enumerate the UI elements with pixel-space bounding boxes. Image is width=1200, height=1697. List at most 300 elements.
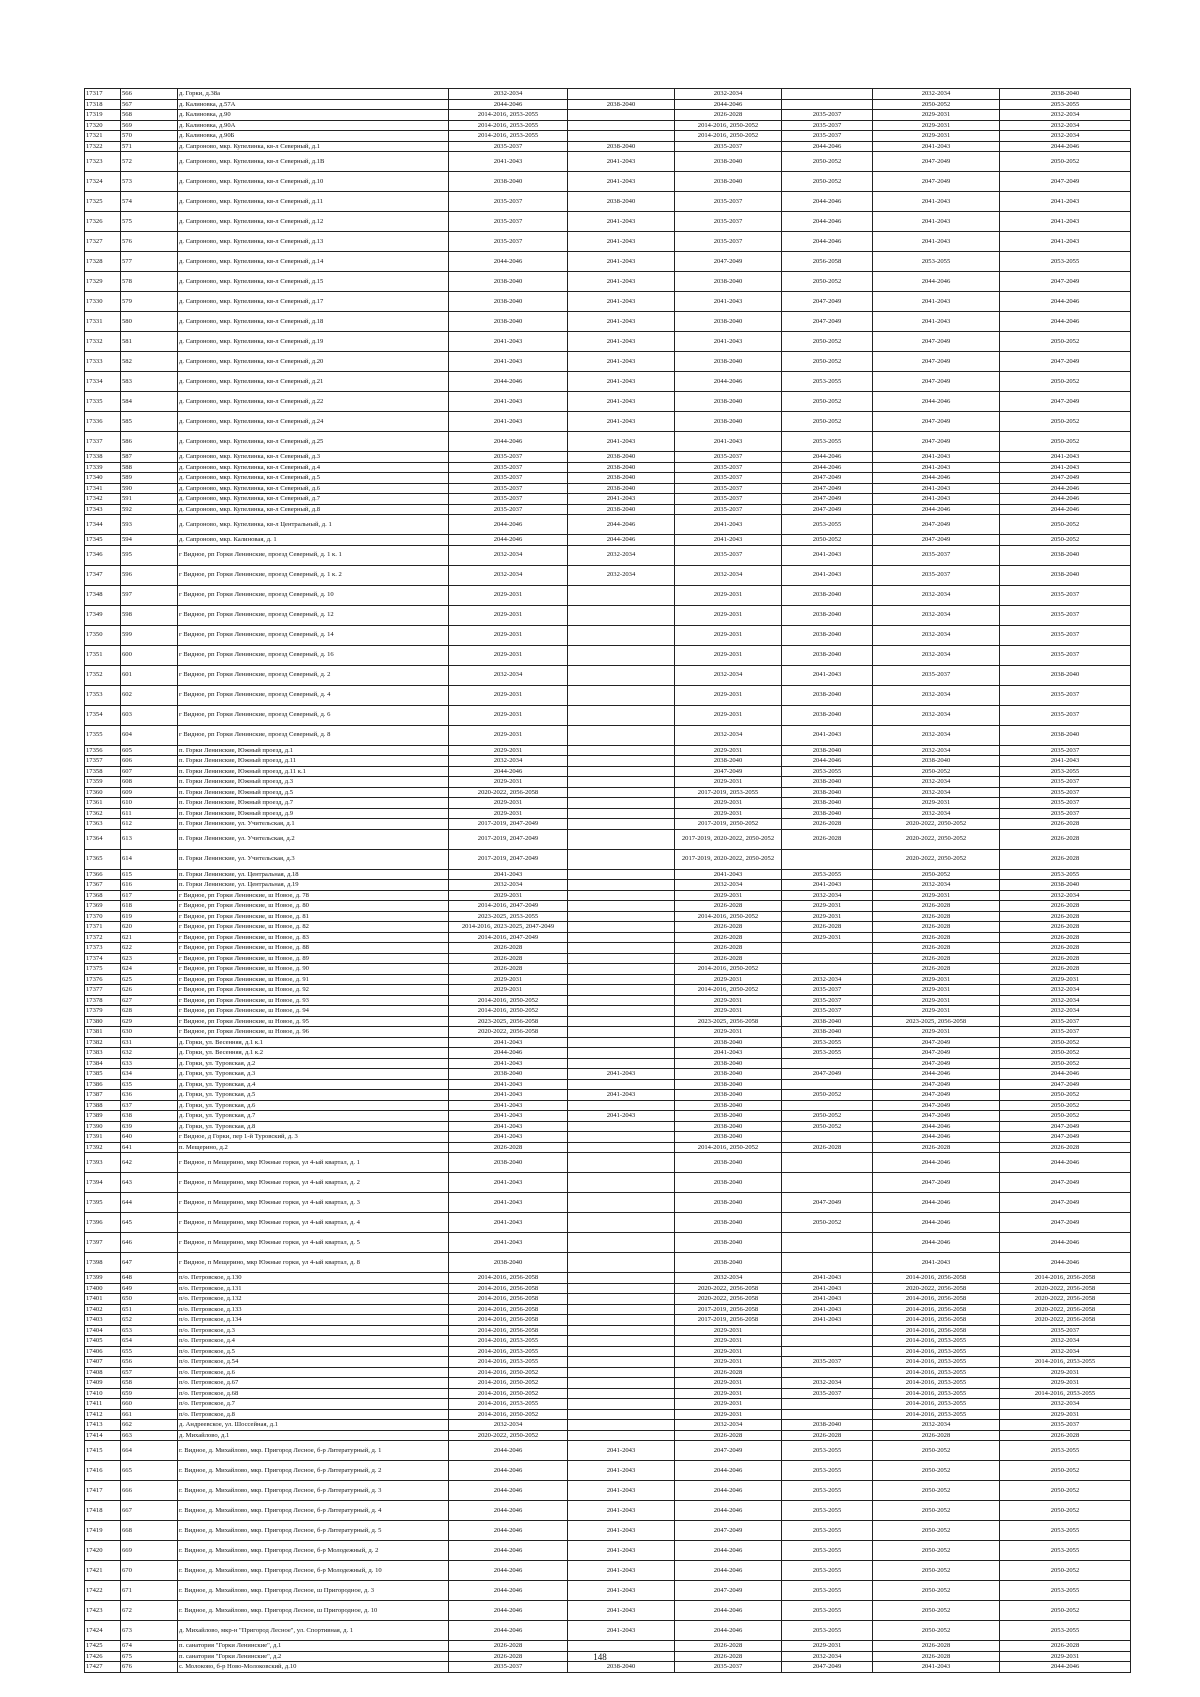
table-cell: 2035-2037 — [782, 110, 873, 121]
table-cell: 17381 — [85, 1027, 121, 1038]
table-cell: д. Калиновка, д.90А — [178, 120, 449, 131]
table-row — [85, 131, 1131, 142]
table-cell: 2035-2037 — [782, 120, 873, 131]
table-cell — [568, 585, 675, 605]
table-row — [85, 932, 1131, 943]
table-cell: 2035-2037 — [1000, 1027, 1131, 1038]
table-cell: д. Сапроново, мкр. Купелинка, кв-л Северный, д.15 — [178, 272, 449, 292]
table-cell: 2038-2040 — [1000, 880, 1131, 891]
table-cell: 17365 — [85, 849, 121, 869]
table-cell — [568, 1641, 675, 1652]
table-row — [85, 89, 1131, 100]
table-row — [85, 483, 1131, 494]
table-cell: 2038-2040 — [675, 1193, 782, 1213]
table-row — [85, 1601, 1131, 1621]
table-cell: г Видное, рп Горки Ленинские, проезд Северный, д. 12 — [178, 605, 449, 625]
table-cell: г Видное, рп Горки Ленинские, проезд Северный, д. 6 — [178, 705, 449, 725]
table-cell: 2029-2031 — [675, 1336, 782, 1347]
table-cell: 17391 — [85, 1132, 121, 1143]
table-cell: 2044-2046 — [782, 232, 873, 252]
table-cell: 2041-2043 — [568, 1521, 675, 1541]
table-cell: 2047-2049 — [782, 1069, 873, 1080]
table-cell: 2029-2031 — [782, 901, 873, 912]
table-cell: с. Молоково, б-р Ново-Молоковский, д.10 — [178, 1662, 449, 1673]
table-cell: 634 — [121, 1069, 178, 1080]
table-cell: 2035-2037 — [449, 462, 568, 473]
table-cell: 2050-2052 — [1000, 1058, 1131, 1069]
table-cell: 17333 — [85, 352, 121, 372]
table-cell — [568, 1121, 675, 1132]
table-cell: 2044-2046 — [449, 766, 568, 777]
table-cell: 2038-2040 — [449, 272, 568, 292]
table-cell: 2053-2055 — [782, 515, 873, 535]
table-cell — [568, 1153, 675, 1173]
table-cell: 579 — [121, 292, 178, 312]
table-cell: 2014-2016, 2053-2055 — [873, 1388, 1000, 1399]
table-cell: 2029-2031 — [873, 1006, 1000, 1017]
table-cell — [568, 685, 675, 705]
table-row — [85, 1048, 1131, 1059]
table-cell: 2047-2049 — [782, 473, 873, 484]
table-cell: 2017-2019, 2056-2058 — [675, 1315, 782, 1326]
table-row — [85, 1481, 1131, 1501]
table-cell: п. Горки Ленинские, Южный проезд, д.1 — [178, 745, 449, 756]
table-cell: 664 — [121, 1441, 178, 1461]
table-row — [85, 1037, 1131, 1048]
table-cell: 614 — [121, 849, 178, 869]
table-row — [85, 705, 1131, 725]
table-cell: 2050-2052 — [873, 1441, 1000, 1461]
table-cell: 2029-2031 — [675, 808, 782, 819]
table-cell: 2041-2043 — [782, 1315, 873, 1326]
table-cell: 17349 — [85, 605, 121, 625]
table-cell: 2044-2046 — [1000, 1069, 1131, 1080]
table-cell: 2035-2037 — [449, 232, 568, 252]
table-cell — [782, 1058, 873, 1069]
table-cell: 2017-2019, 2020-2022, 2050-2052 — [675, 829, 782, 849]
table-cell: 2029-2031 — [675, 1409, 782, 1420]
table-cell: 637 — [121, 1100, 178, 1111]
table-cell: 2041-2043 — [782, 1283, 873, 1294]
table-cell: д. Горки, ул. Весенняя, д.1 к.2 — [178, 1048, 449, 1059]
table-cell: 17366 — [85, 869, 121, 880]
table-cell: 2044-2046 — [675, 372, 782, 392]
table-cell: д. Калиновка, д.57А — [178, 99, 449, 110]
table-cell: п. Горки Ленинские, ул. Учительская, д.3 — [178, 849, 449, 869]
table-cell: 2038-2040 — [675, 152, 782, 172]
table-cell: 2032-2034 — [675, 665, 782, 685]
table-cell — [568, 1193, 675, 1213]
table-cell: 2050-2052 — [1000, 412, 1131, 432]
table-cell: 2044-2046 — [873, 1121, 1000, 1132]
table-cell: 662 — [121, 1420, 178, 1431]
table-cell: 2041-2043 — [449, 392, 568, 412]
table-cell: 2047-2049 — [1000, 1132, 1131, 1143]
table-cell: 675 — [121, 1651, 178, 1662]
table-cell: 2026-2028 — [1000, 1641, 1131, 1652]
table-cell: 17359 — [85, 777, 121, 788]
table-cell: 2038-2040 — [782, 705, 873, 725]
table-cell: 17361 — [85, 798, 121, 809]
table-cell: 2041-2043 — [568, 1441, 675, 1461]
table-cell: 2014-2016, 2050-2052 — [675, 1142, 782, 1153]
table-cell: 2020-2022, 2056-2058 — [675, 1283, 782, 1294]
table-cell: 2029-2031 — [675, 745, 782, 756]
table-cell: 2032-2034 — [568, 565, 675, 585]
table-cell: 2041-2043 — [675, 332, 782, 352]
table-cell — [568, 943, 675, 954]
table-cell: 2041-2043 — [449, 1213, 568, 1233]
table-cell: 2041-2043 — [675, 432, 782, 452]
table-cell: 632 — [121, 1048, 178, 1059]
table-cell: г Видное, рп Горки Ленинские, ш Новое, д. 90 — [178, 964, 449, 975]
table-cell: 2029-2031 — [782, 932, 873, 943]
table-cell: 2053-2055 — [782, 1501, 873, 1521]
table-cell: п/о. Петровское, д.54 — [178, 1357, 449, 1368]
table-cell: 2050-2052 — [782, 1121, 873, 1132]
table-cell: 17404 — [85, 1325, 121, 1336]
table-cell: 17355 — [85, 725, 121, 745]
table-cell: 2053-2055 — [1000, 1581, 1131, 1601]
table-cell: 2044-2046 — [449, 1048, 568, 1059]
table-cell: 2032-2034 — [873, 585, 1000, 605]
table-cell: 17318 — [85, 99, 121, 110]
table-row — [85, 1561, 1131, 1581]
table-cell: 590 — [121, 483, 178, 494]
table-row — [85, 312, 1131, 332]
table-cell: 2038-2040 — [449, 1069, 568, 1080]
table-row — [85, 625, 1131, 645]
table-cell: 2053-2055 — [782, 1461, 873, 1481]
table-cell: д. Сапроново, мкр. Купелинка, кв-л Северный, д.20 — [178, 352, 449, 372]
table-cell: 2014-2016, 2056-2058 — [449, 1315, 568, 1326]
table-cell: 2038-2040 — [782, 1027, 873, 1038]
table-cell: г Видное, рп Горки Ленинские, ш Новое, д. 92 — [178, 985, 449, 996]
table-cell: 2038-2040 — [1000, 89, 1131, 100]
table-cell: 2050-2052 — [1000, 1461, 1131, 1481]
table-cell: 674 — [121, 1641, 178, 1652]
table-cell: 2041-2043 — [873, 312, 1000, 332]
table-cell: д. Сапроново, мкр. Купелинка, кв-л Северный, д.4 — [178, 462, 449, 473]
table-cell: 2026-2028 — [1000, 922, 1131, 933]
table-cell: 17354 — [85, 705, 121, 725]
table-cell: 647 — [121, 1253, 178, 1273]
table-cell: 2044-2046 — [449, 1441, 568, 1461]
table-cell: 2035-2037 — [1000, 745, 1131, 756]
table-cell: 2014-2016, 2050-2052 — [449, 1367, 568, 1378]
table-cell: д. Сапроново, мкр. Купелинка, кв-л Северный, д.7 — [178, 494, 449, 505]
table-cell: 660 — [121, 1399, 178, 1410]
table-cell: 2050-2052 — [782, 152, 873, 172]
table-cell: 2041-2043 — [568, 332, 675, 352]
table-cell: 2026-2028 — [675, 901, 782, 912]
table-cell: 2041-2043 — [1000, 232, 1131, 252]
table-cell: 17410 — [85, 1388, 121, 1399]
table-cell: 17411 — [85, 1399, 121, 1410]
table-cell: 2035-2037 — [1000, 1016, 1131, 1027]
table-cell: 2035-2037 — [675, 494, 782, 505]
table-cell: 2044-2046 — [449, 1621, 568, 1641]
table-cell: 2041-2043 — [1000, 452, 1131, 463]
table-cell: 2038-2040 — [449, 1253, 568, 1273]
table-cell: 2038-2040 — [675, 1100, 782, 1111]
table-cell: 2035-2037 — [1000, 1420, 1131, 1431]
table-cell: 2044-2046 — [449, 1461, 568, 1481]
table-cell: 2035-2037 — [675, 462, 782, 473]
table-cell: 2047-2049 — [675, 1581, 782, 1601]
table-cell: 2029-2031 — [449, 705, 568, 725]
table-cell: 2026-2028 — [873, 953, 1000, 964]
table-cell — [568, 901, 675, 912]
table-row — [85, 725, 1131, 745]
table-cell: 571 — [121, 141, 178, 152]
table-cell: 17358 — [85, 766, 121, 777]
table-row — [85, 352, 1131, 372]
table-cell: 2044-2046 — [873, 272, 1000, 292]
table-cell: 2047-2049 — [675, 252, 782, 272]
table-cell: п/о. Петровское, д.5 — [178, 1346, 449, 1357]
table-cell: 2035-2037 — [675, 504, 782, 515]
table-cell: 2041-2043 — [873, 1662, 1000, 1673]
table-cell: г. Видное, д. Михайлово, мкр. Пригород Лесное, ш Пригородное, д. 10 — [178, 1601, 449, 1621]
table-cell: 2035-2037 — [675, 192, 782, 212]
table-cell: 2014-2016, 2050-2052 — [449, 1378, 568, 1389]
table-cell: 648 — [121, 1273, 178, 1284]
table-cell: 2035-2037 — [449, 212, 568, 232]
table-cell: 665 — [121, 1461, 178, 1481]
table-cell: 17344 — [85, 515, 121, 535]
table-cell: 600 — [121, 645, 178, 665]
table-cell: 578 — [121, 272, 178, 292]
table-cell: 2014-2016, 2053-2055 — [873, 1378, 1000, 1389]
table-cell: 2029-2031 — [675, 705, 782, 725]
table-cell: 2050-2052 — [873, 1521, 1000, 1541]
table-cell: 2044-2046 — [1000, 483, 1131, 494]
table-cell: 2029-2031 — [873, 974, 1000, 985]
table-cell: 2041-2043 — [568, 212, 675, 232]
table-cell: 17363 — [85, 819, 121, 830]
table-cell: 2032-2034 — [1000, 890, 1131, 901]
table-cell: 659 — [121, 1388, 178, 1399]
table-cell: д. Сапроново, мкр. Калиновая, д. 1 — [178, 535, 449, 546]
table-cell: 606 — [121, 756, 178, 767]
table-cell: 2014-2016, 2053-2055 — [449, 1346, 568, 1357]
table-cell: г Видное, рп Горки Ленинские, проезд Северный, д. 14 — [178, 625, 449, 645]
table-cell: 2017-2019, 2020-2022, 2050-2052 — [675, 849, 782, 869]
table-cell: 17372 — [85, 932, 121, 943]
table-cell: 2044-2046 — [449, 99, 568, 110]
table-cell: 2044-2046 — [675, 1541, 782, 1561]
table-cell: 2032-2034 — [675, 565, 782, 585]
table-cell: 2038-2040 — [782, 798, 873, 809]
table-row — [85, 787, 1131, 798]
table-cell: 2038-2040 — [782, 645, 873, 665]
table-cell: 2050-2052 — [1000, 515, 1131, 535]
table-cell: 630 — [121, 1027, 178, 1038]
table-cell: 17364 — [85, 829, 121, 849]
table-cell: 2029-2031 — [449, 777, 568, 788]
table-cell: 2029-2031 — [873, 131, 1000, 142]
table-cell: 598 — [121, 605, 178, 625]
table-cell: 2032-2034 — [873, 787, 1000, 798]
table-cell: 2029-2031 — [675, 1027, 782, 1038]
table-cell — [782, 1346, 873, 1357]
table-cell: 17350 — [85, 625, 121, 645]
table-cell: 671 — [121, 1581, 178, 1601]
table-cell: 2041-2043 — [873, 452, 1000, 463]
table-cell: 2032-2034 — [675, 89, 782, 100]
table-row — [85, 911, 1131, 922]
table-cell: 2032-2034 — [675, 880, 782, 891]
table-cell: 2041-2043 — [568, 372, 675, 392]
table-row — [85, 1420, 1131, 1431]
table-cell — [568, 798, 675, 809]
table-row — [85, 1058, 1131, 1069]
table-cell: 568 — [121, 110, 178, 121]
table-cell: 2047-2049 — [1000, 1079, 1131, 1090]
table-cell: 668 — [121, 1521, 178, 1541]
table-cell: г Видное, рп Горки Ленинские, проезд Северный, д. 1 к. 2 — [178, 565, 449, 585]
table-cell: 2041-2043 — [568, 1481, 675, 1501]
table-cell: 2023-2025, 2056-2058 — [675, 1016, 782, 1027]
table-cell: 2038-2040 — [568, 99, 675, 110]
table-cell: 2035-2037 — [449, 483, 568, 494]
table-cell: 2038-2040 — [1000, 545, 1131, 565]
table-cell: 2029-2031 — [449, 725, 568, 745]
table-cell: 2026-2028 — [449, 943, 568, 954]
table-cell: 2044-2046 — [449, 1601, 568, 1621]
table-cell: 653 — [121, 1325, 178, 1336]
table-cell: 2047-2049 — [873, 412, 1000, 432]
table-cell: 2026-2028 — [675, 1430, 782, 1441]
table-cell: 2038-2040 — [782, 605, 873, 625]
table-cell: 2038-2040 — [675, 756, 782, 767]
table-cell — [568, 880, 675, 891]
table-cell: 2029-2031 — [675, 1378, 782, 1389]
table-row — [85, 777, 1131, 788]
table-cell: 2029-2031 — [1000, 1651, 1131, 1662]
table-cell — [568, 625, 675, 645]
table-cell: г Видное, рп Горки Ленинские, ш Новое, д. 96 — [178, 1027, 449, 1038]
table-cell: 2032-2034 — [782, 1651, 873, 1662]
table-cell: 669 — [121, 1541, 178, 1561]
table-cell: 2044-2046 — [449, 372, 568, 392]
table-cell: 2035-2037 — [675, 212, 782, 232]
table-cell: г Видное, п Мещерино, мкр Южные горки, ул 4-ый квартал, д. 1 — [178, 1153, 449, 1173]
table-row — [85, 1173, 1131, 1193]
table-cell: 2041-2043 — [873, 483, 1000, 494]
table-cell: 2032-2034 — [1000, 110, 1131, 121]
table-cell: д. Сапроново, мкр. Купелинка, кв-л Северный, д.18 — [178, 312, 449, 332]
table-cell: 2038-2040 — [675, 272, 782, 292]
table-cell: 2032-2034 — [873, 645, 1000, 665]
table-cell: 2032-2034 — [873, 777, 1000, 788]
table-cell: 2041-2043 — [568, 232, 675, 252]
table-cell: 589 — [121, 473, 178, 484]
table-cell: 2038-2040 — [782, 777, 873, 788]
table-cell: 585 — [121, 412, 178, 432]
table-cell — [782, 849, 873, 869]
table-cell: 652 — [121, 1315, 178, 1326]
table-cell: 2038-2040 — [782, 787, 873, 798]
table-row — [85, 1430, 1131, 1441]
table-cell: г Видное, рп Горки Ленинские, ш Новое, д. 83 — [178, 932, 449, 943]
table-cell: 2050-2052 — [873, 1541, 1000, 1561]
table-cell: 2044-2046 — [449, 1481, 568, 1501]
table-cell: 2029-2031 — [675, 1399, 782, 1410]
table-cell: д. Сапроново, мкр. Купелинка, кв-л Северный, д.8 — [178, 504, 449, 515]
table-row — [85, 332, 1131, 352]
table-cell — [568, 1420, 675, 1431]
table-cell: 2029-2031 — [675, 645, 782, 665]
table-cell — [568, 1336, 675, 1347]
table-cell: 2026-2028 — [873, 901, 1000, 912]
table-cell: 2032-2034 — [1000, 1336, 1131, 1347]
table-row — [85, 1501, 1131, 1521]
table-cell — [568, 1315, 675, 1326]
table-cell — [568, 1132, 675, 1143]
table-cell: 2050-2052 — [873, 1601, 1000, 1621]
table-cell: 2050-2052 — [1000, 1561, 1131, 1581]
table-cell: 2035-2037 — [675, 141, 782, 152]
table-row — [85, 1111, 1131, 1122]
table-row — [85, 1132, 1131, 1143]
table-cell: 582 — [121, 352, 178, 372]
table-cell: д. Сапроново, мкр. Купелинка, кв-л Северный, д.10 — [178, 172, 449, 192]
table-cell: 2047-2049 — [873, 1090, 1000, 1101]
table-row — [85, 901, 1131, 912]
table-cell: п/о. Петровское, д.134 — [178, 1315, 449, 1326]
table-cell: д. Горки, ул. Туровская, д.3 — [178, 1069, 449, 1080]
table-cell: 640 — [121, 1132, 178, 1143]
table-cell — [568, 787, 675, 798]
table-row — [85, 432, 1131, 452]
table-row — [85, 665, 1131, 685]
table-cell: 2044-2046 — [1000, 312, 1131, 332]
table-cell: 569 — [121, 120, 178, 131]
table-cell: 2041-2043 — [782, 565, 873, 585]
table-cell: 613 — [121, 829, 178, 849]
table-cell: 17371 — [85, 922, 121, 933]
table-cell: 17422 — [85, 1581, 121, 1601]
table-cell: д. Калиновка, д.90 — [178, 110, 449, 121]
table-cell: 2032-2034 — [782, 974, 873, 985]
table-cell: 2047-2049 — [782, 494, 873, 505]
table-row — [85, 995, 1131, 1006]
table-cell: 2014-2016, 2056-2058 — [873, 1315, 1000, 1326]
table-row — [85, 1357, 1131, 1368]
table-cell: 2035-2037 — [675, 452, 782, 463]
table-cell: 2029-2031 — [675, 585, 782, 605]
table-cell: 2050-2052 — [873, 1501, 1000, 1521]
table-cell: п. санатория "Горки Ленинские", д.2 — [178, 1651, 449, 1662]
table-cell: 2041-2043 — [449, 1173, 568, 1193]
table-cell: 566 — [121, 89, 178, 100]
table-cell: 2017-2019, 2047-2049 — [449, 819, 568, 830]
table-cell — [568, 1388, 675, 1399]
table-cell: 2041-2043 — [873, 1253, 1000, 1273]
table-cell: 628 — [121, 1006, 178, 1017]
table-cell: 2044-2046 — [449, 1541, 568, 1561]
table-cell: 2038-2040 — [675, 1037, 782, 1048]
table-cell: 2041-2043 — [568, 392, 675, 412]
table-cell: 2032-2034 — [873, 89, 1000, 100]
table-cell: 2050-2052 — [782, 352, 873, 372]
table-cell: п. Горки Ленинские, Южный проезд, д.7 — [178, 798, 449, 809]
table-cell: 17426 — [85, 1651, 121, 1662]
table-cell: 2044-2046 — [675, 99, 782, 110]
table-cell: д. Андреевское, ул. Шоссейная, д.1 — [178, 1420, 449, 1431]
